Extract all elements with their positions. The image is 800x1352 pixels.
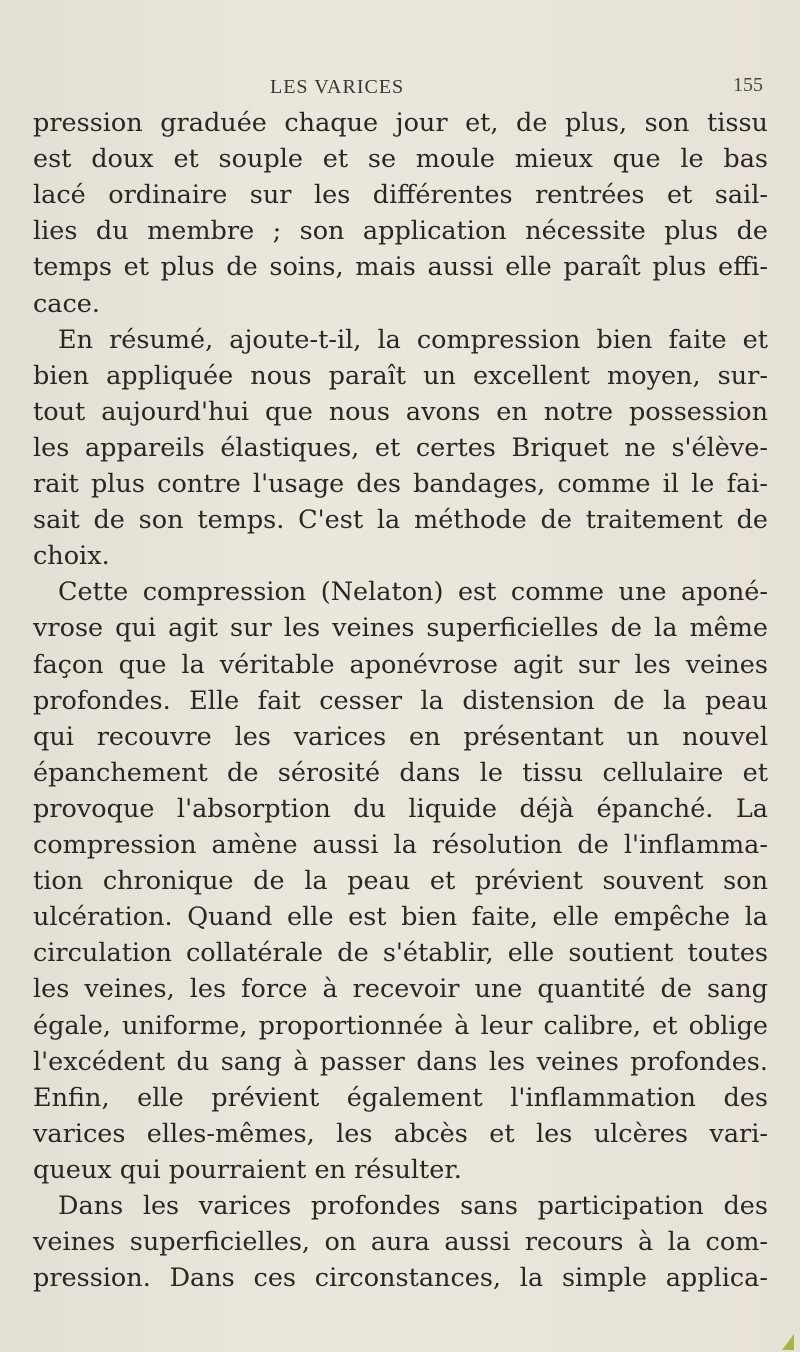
text-line: rait plus contre l'usage des bandages, comme il le fai- bbox=[33, 469, 768, 499]
text-line: pression graduée chaque jour et, de plus, son tissu bbox=[33, 108, 768, 138]
text-line: temps et plus de soins, mais aussi elle paraît plus effi- bbox=[33, 252, 768, 283]
text-line: sait de son temps. C'est la méthode de traitement de bbox=[33, 505, 768, 536]
corner-scan-mark bbox=[782, 1334, 794, 1350]
text-line: lies du membre ; son application nécessite plus de bbox=[33, 216, 768, 247]
text-line: est doux et souple et se moule mieux que le bas bbox=[33, 144, 768, 175]
text-line: compression amène aussi la résolution de l'inflamma- bbox=[33, 830, 768, 860]
text-line: pression. Dans ces circonstances, la simple applica- bbox=[33, 1263, 768, 1294]
text-line: tion chronique de la peau et prévient souvent son bbox=[33, 866, 768, 897]
text-line: façon que la véritable aponévrose agit sur les veines bbox=[33, 649, 768, 680]
text-line: les appareils élastiques, et certes Briquet ne s'élève- bbox=[33, 432, 768, 463]
text-line: Enfin, elle prévient également l'inflammation des bbox=[33, 1082, 768, 1113]
text-line: tout aujourd'hui que nous avons en notre possession bbox=[33, 396, 768, 427]
page-number: 155 bbox=[733, 74, 763, 96]
text-line: circulation collatérale de s'établir, elle soutient toutes bbox=[33, 938, 768, 969]
text-line: queux qui pourraient en résulter. bbox=[33, 1154, 462, 1185]
text-line: Dans les varices profondes sans participation des bbox=[58, 1191, 768, 1221]
text-line: En résumé, ajoute-t-il, la compression bien faite et bbox=[58, 324, 768, 355]
text-line: profondes. Elle fait cesser la distension de la peau bbox=[33, 685, 768, 716]
text-line: veines superficielles, on aura aussi recours à la com- bbox=[33, 1227, 768, 1258]
text-line: égale, uniforme, proportionnée à leur calibre, et oblige bbox=[33, 1010, 768, 1041]
text-line: choix. bbox=[33, 541, 110, 572]
running-head-title: LES VARICES bbox=[270, 76, 405, 98]
text-line: l'excédent du sang à passer dans les veines profondes. bbox=[33, 1046, 768, 1077]
text-line: épanchement de sérosité dans le tissu cellulaire et bbox=[33, 757, 768, 788]
text-line: lacé ordinaire sur les différentes rentrées et sail- bbox=[33, 180, 768, 211]
text-line: ulcération. Quand elle est bien faite, elle empêche la bbox=[33, 902, 768, 933]
text-line: bien appliquée nous paraît un excellent moyen, sur- bbox=[33, 360, 768, 391]
text-line: Cette compression (Nelaton) est comme une aponé- bbox=[58, 577, 768, 608]
text-line: qui recouvre les varices en présentant un nouvel bbox=[33, 721, 768, 752]
text-line: vrose qui agit sur les veines superficielles de la même bbox=[33, 613, 768, 644]
text-line: les veines, les force à recevoir une quantité de sang bbox=[33, 974, 768, 1005]
text-line: cace. bbox=[33, 288, 100, 319]
text-line: provoque l'absorption du liquide déjà épanché. La bbox=[33, 793, 768, 824]
text-line: varices elles-mêmes, les abcès et les ulcères vari- bbox=[33, 1118, 768, 1149]
